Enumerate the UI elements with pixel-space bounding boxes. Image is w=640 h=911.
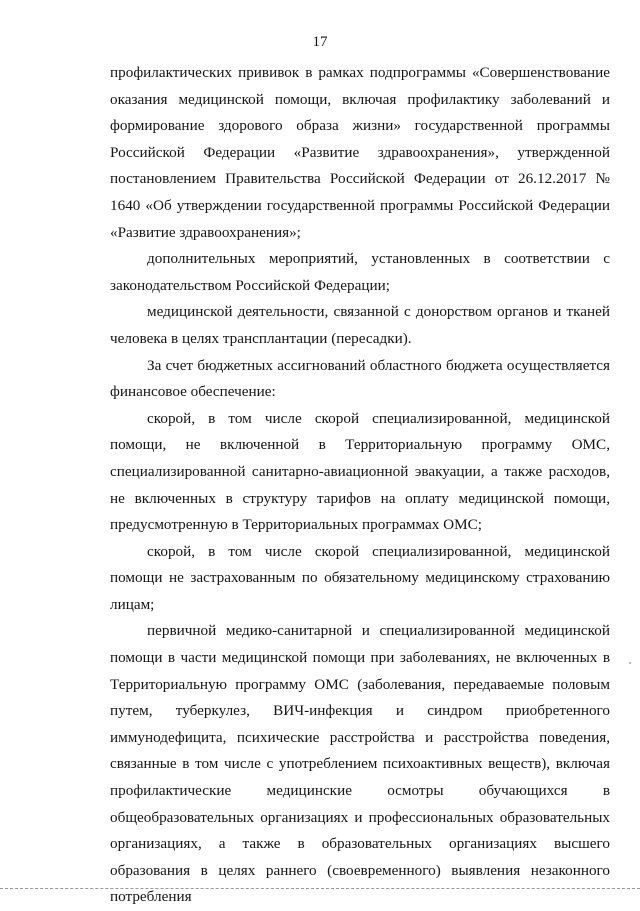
paragraph: За счет бюджетных ассигнований областного бюджета осуществляется финансовое обеспечение:: [110, 356, 610, 401]
paragraph: скорой, в том числе скорой специализированной, медицинской помощи, не включенной в Территориальную программу ОМС, специализированной санитарно-авиационной эвакуации, а также расходов, не включенных в структуру тарифов на оплату медицинской помощи, предусмотренную в Территориальных программах ОМС;: [110, 409, 610, 534]
paragraph-continuation: профилактических прививок в рамках подпрограммы «Совершенствование оказания медицинской помощи, включая профилактику заболеваний и формирование здорового образа жизни» государственной программы Российской Федерации «Развитие здравоохранения», утвержденной постановлением Правительства Российской Федерации от 26.12.2017 № 1640 «Об утверждении государственной программы Российской Федерации «Развитие здравоохранения»;: [110, 64, 610, 241]
page-number: 17: [312, 34, 328, 50]
paragraph: дополнительных мероприятий, установленных в соответствии с законодательством Российской Федерации;: [110, 250, 610, 294]
document-body: [110, 60, 610, 911]
scan-edge-line: [0, 888, 640, 889]
paragraph: скорой, в том числе скорой специализированной, медицинской помощи не застрахованным по обязательному медицинскому страхованию лицам;: [110, 542, 610, 613]
paragraph: первичной медико-санитарной и специализированной медицинской помощи в части медицинской помощи при заболеваниях, не включенных в Территориальную программу ОМС (заболевания, передаваемые половым путем, туберкулез, ВИЧ-инфекция и синдром приобретенного иммунодефицита, психические расстройства и расстройства поведения, связанные в том числе с употреблением психоактивных веществ), включая профилактические медицинские осмотры обучающихся в общеобразовательных организациях и профессиональных образовательных организациях, а также в образовательных организациях высшего образования в целях раннего (своевременного) выявления незаконного потребления: [110, 622, 610, 906]
paragraph: медицинской деятельности, связанной с донорством органов и тканей человека в целях трансплантации (пересадки).: [110, 303, 610, 347]
scan-speck: [629, 662, 631, 664]
